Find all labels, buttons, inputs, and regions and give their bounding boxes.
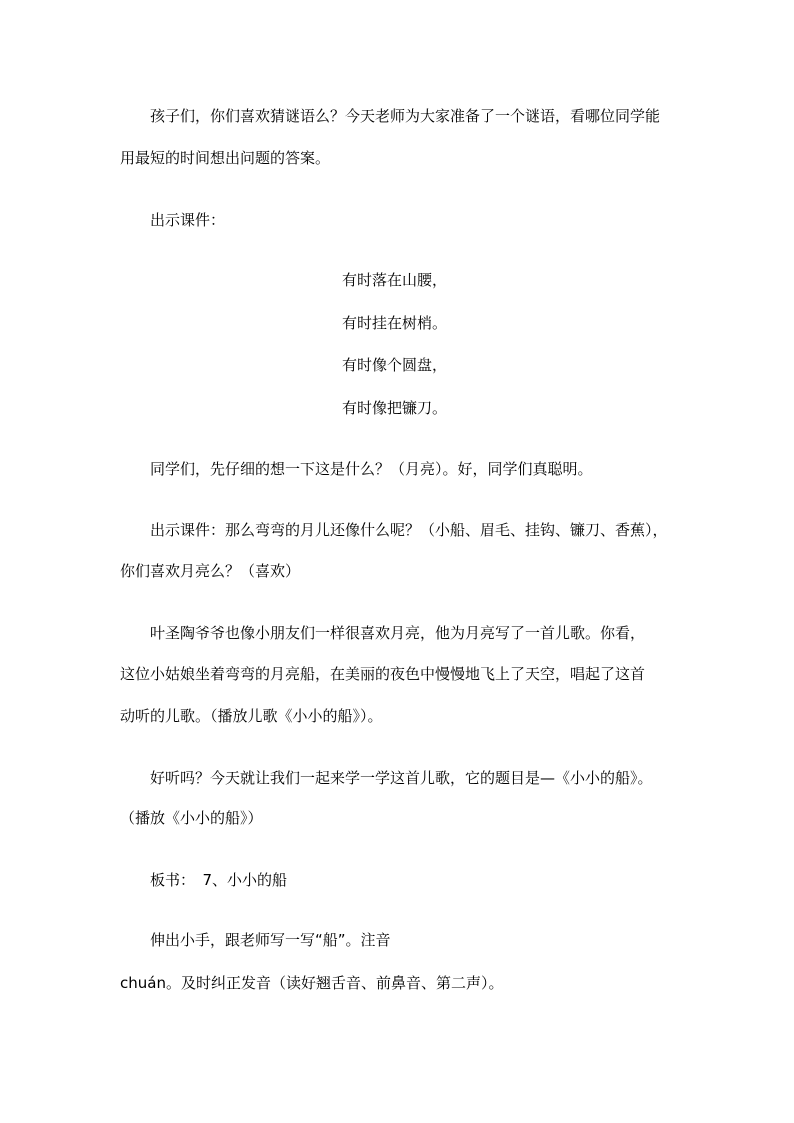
paragraph-title-line-2: （播放《小小的船》） xyxy=(120,809,263,827)
riddle-line-3: 有时像个圆盘， xyxy=(342,356,448,374)
paragraph-song-intro-line-1: 叶圣陶爷爷也像小朋友们一样很喜欢月亮，他为月亮写了一首儿歌。你看， xyxy=(150,624,646,642)
paragraph-intro-line-2: 用最短的时间想出问题的答案。 xyxy=(120,149,331,167)
paragraph-intro-line-1: 孩子们，你们喜欢猜谜语么？今天老师为大家准备了一个谜语，看哪位同学能 xyxy=(150,107,661,125)
paragraph-answer: 同学们，先仔细的想一下这是什么？（月亮）。好，同学们真聪明。 xyxy=(150,460,593,478)
riddle-line-4: 有时像把镰刀。 xyxy=(342,399,448,417)
paragraph-writing-line-2: chuán。及时纠正发音（读好翘舌音、前鼻音、第二声）。 xyxy=(120,974,504,992)
paragraph-song-intro-line-3: 动听的儿歌。（播放儿歌《小小的船》）。 xyxy=(120,707,383,725)
paragraph-moon-shapes-line-1: 出示课件：那么弯弯的月儿还像什么呢？（小船、眉毛、挂钩、镰刀、香蕉）， xyxy=(150,521,668,539)
riddle-line-1: 有时落在山腰， xyxy=(342,271,448,289)
paragraph-song-intro-line-2: 这位小姑娘坐着弯弯的月亮船，在美丽的夜色中慢慢地飞上了天空，唱起了这首 xyxy=(120,665,646,683)
paragraph-title-line-1: 好听吗？今天就让我们一起来学一学这首儿歌，它的题目是—《小小的船》。 xyxy=(150,769,653,787)
paragraph-blackboard: 板书： 7、小小的船 xyxy=(150,871,288,889)
paragraph-show-slide: 出示课件： xyxy=(150,211,226,229)
paragraph-moon-shapes-line-2: 你们喜欢月亮么？（喜欢） xyxy=(120,562,301,580)
riddle-line-2: 有时挂在树梢。 xyxy=(342,314,448,332)
paragraph-writing-line-1: 伸出小手，跟老师写一写“船”。注音 xyxy=(150,931,391,949)
